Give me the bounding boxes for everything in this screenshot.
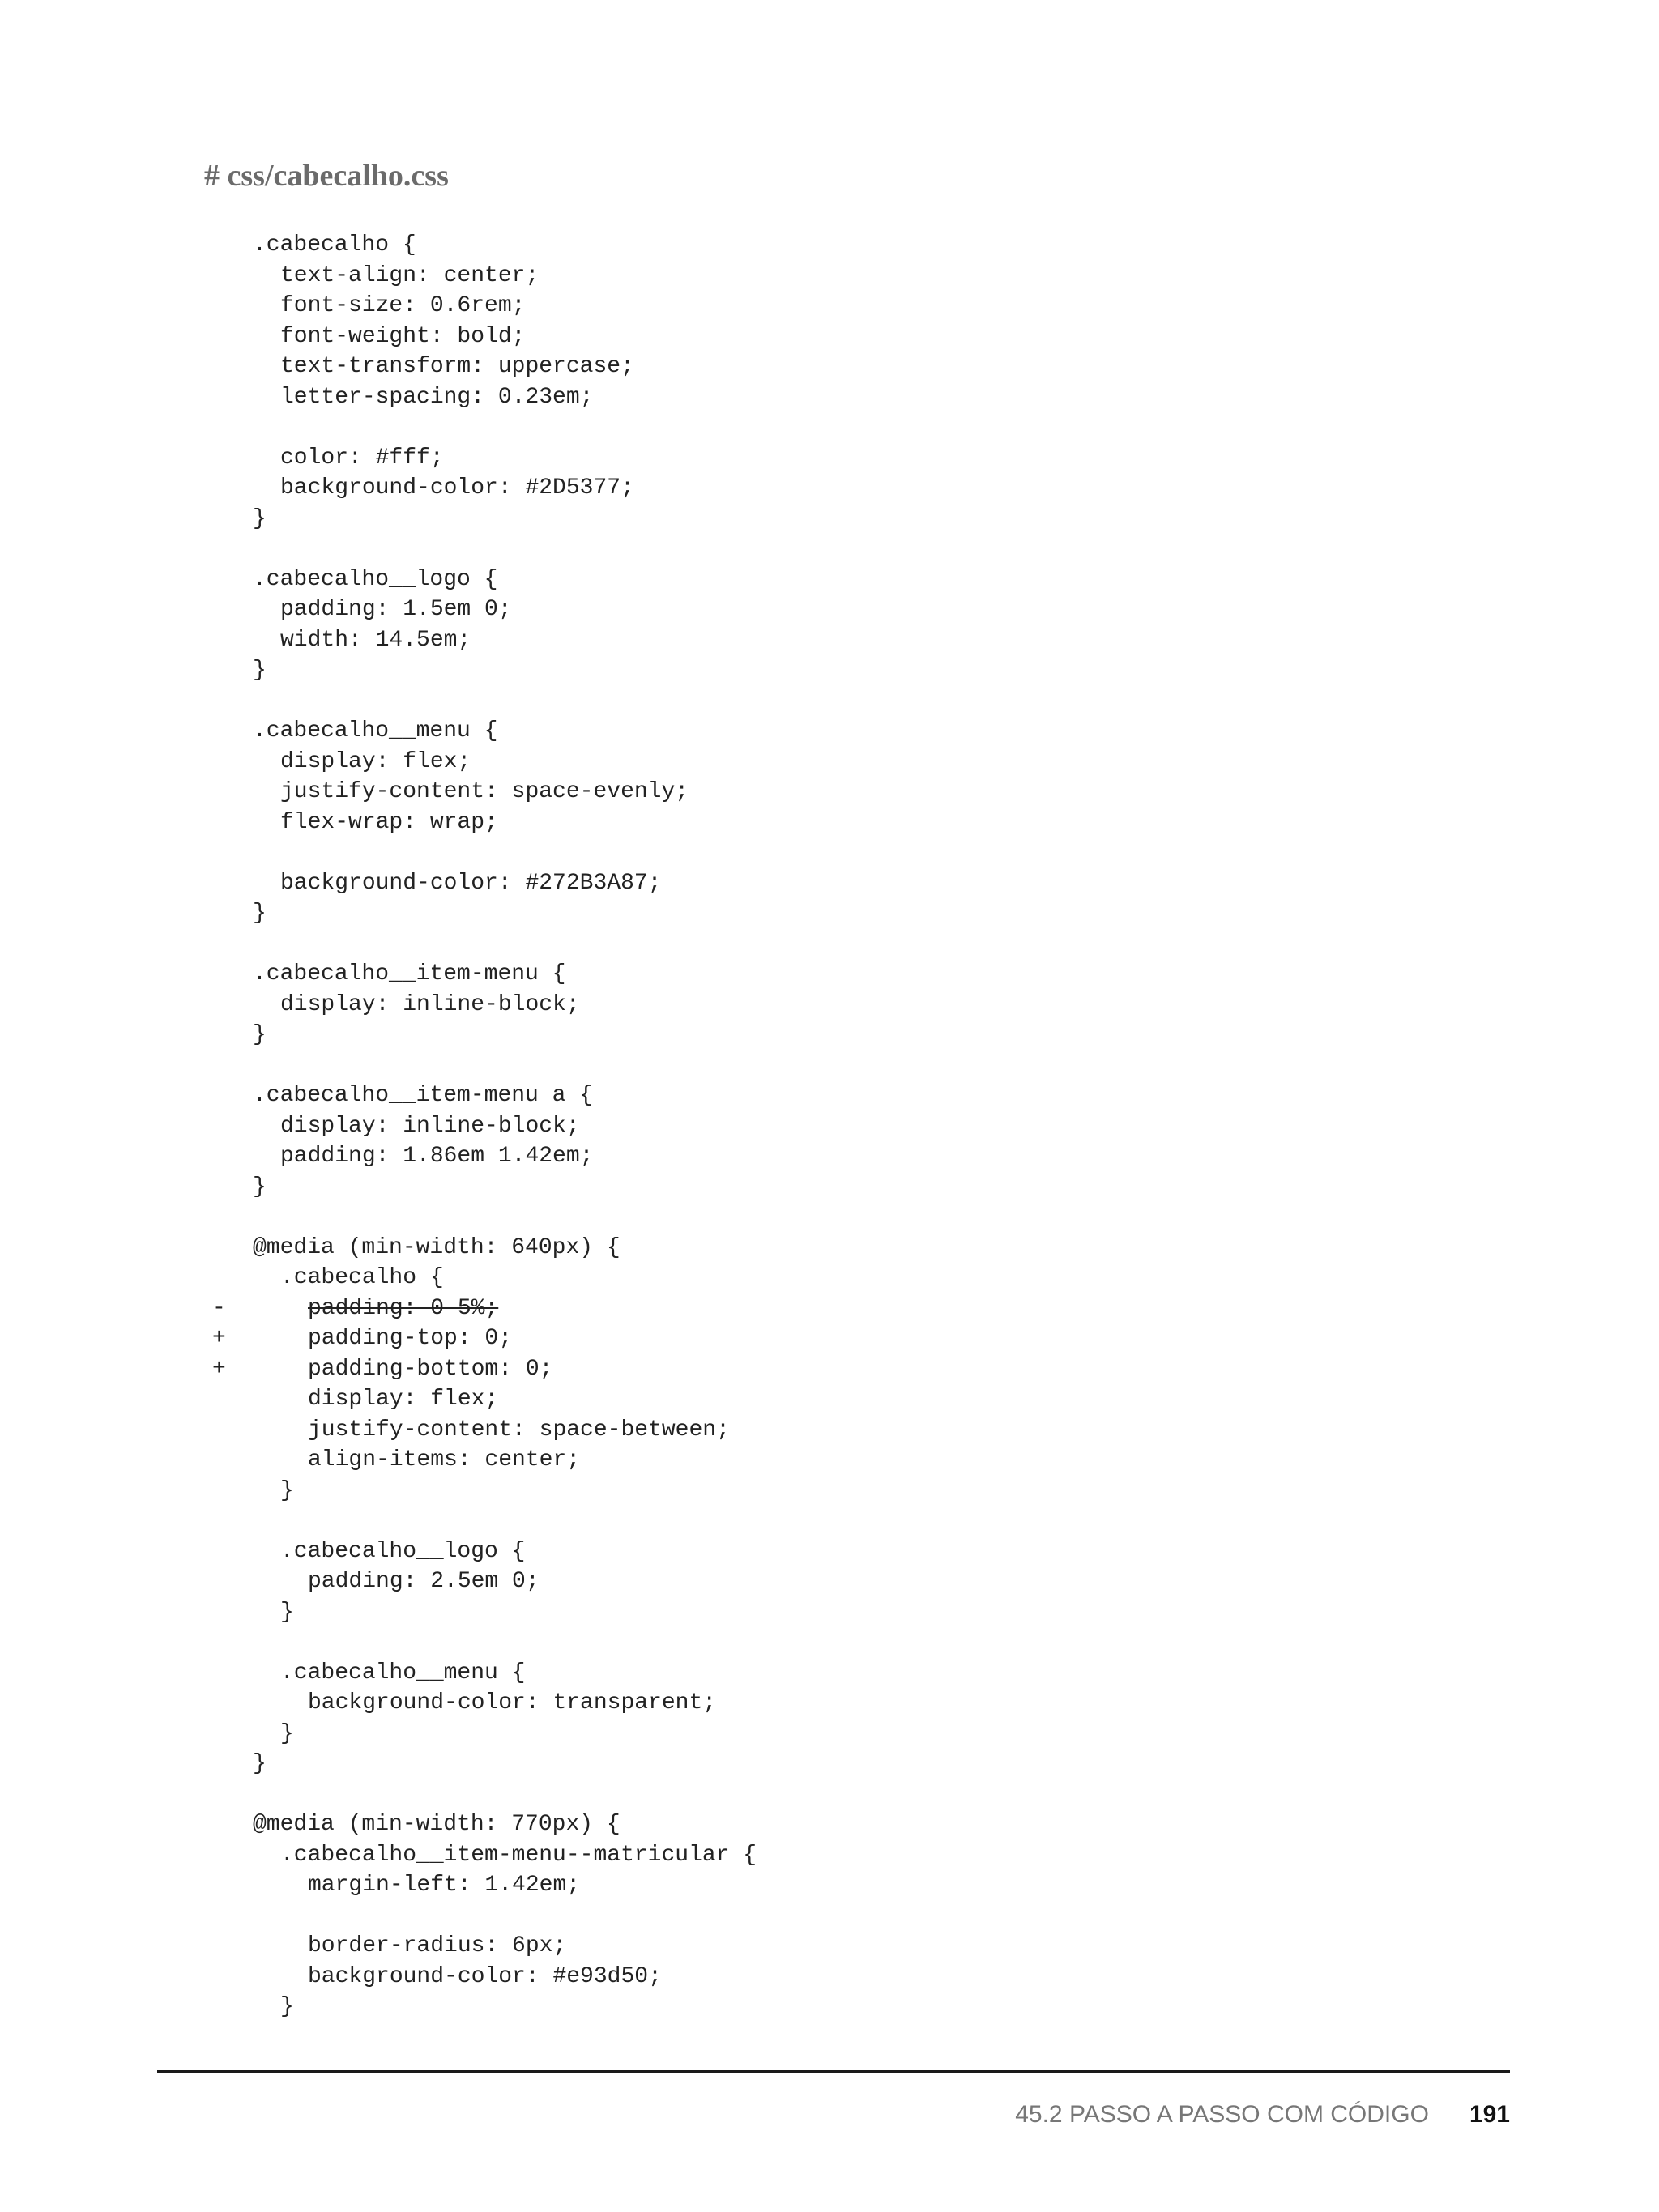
diff-added-marker: +	[212, 1356, 226, 1382]
code-line	[212, 868, 757, 899]
code-line	[212, 808, 757, 838]
code-text: .cabecalho {	[253, 232, 416, 258]
code-text: }	[253, 1022, 267, 1047]
code-line	[212, 625, 757, 656]
code-line	[212, 412, 757, 443]
footer-divider	[157, 2070, 1510, 2073]
code-line	[212, 565, 757, 595]
code-text: background-color: #272B3A87;	[280, 870, 662, 896]
code-text: font-weight: bold;	[280, 323, 526, 349]
code-line	[212, 1597, 757, 1628]
code-line	[212, 1536, 757, 1567]
code-text: display: flex;	[280, 748, 471, 774]
code-text: }	[253, 1751, 267, 1776]
code-text: }	[280, 1477, 294, 1503]
code-line	[212, 1202, 757, 1233]
code-text: margin-left: 1.42em;	[308, 1873, 581, 1898]
code-text: .cabecalho__menu {	[280, 1660, 526, 1686]
code-line	[212, 504, 757, 535]
code-text: @media (min-width: 640px) {	[253, 1234, 621, 1260]
code-text: display: flex;	[308, 1387, 499, 1412]
code-text: padding: 2.5em 0;	[308, 1569, 539, 1594]
code-line	[212, 382, 757, 413]
code-text: flex-wrap: wrap;	[280, 809, 498, 835]
code-text: justify-content: space-evenly;	[280, 779, 689, 804]
code-line	[212, 1749, 757, 1779]
file-heading: # css/cabecalho.css	[204, 159, 449, 193]
code-text: background-color: #2D5377;	[280, 475, 634, 501]
page-number: 191	[1469, 2101, 1510, 2128]
code-line	[212, 473, 757, 504]
code-line	[212, 1870, 757, 1901]
code-line	[212, 747, 757, 778]
code-text: color: #fff;	[280, 445, 444, 471]
code-line	[212, 1020, 757, 1051]
code-line	[212, 1992, 757, 2022]
code-line	[212, 1931, 757, 1962]
code-line	[212, 1719, 757, 1750]
code-text: display: inline-block;	[280, 1113, 580, 1139]
code-text: justify-content: space-between;	[308, 1417, 730, 1443]
diff-removed-marker: -	[212, 1295, 226, 1321]
code-line	[212, 230, 757, 261]
code-text: width: 14.5em;	[280, 627, 471, 653]
code-text: }	[253, 1174, 267, 1200]
code-text: padding-top: 0;	[308, 1326, 513, 1351]
code-line	[212, 1051, 757, 1081]
code-line	[212, 1323, 757, 1354]
code-line	[212, 959, 757, 990]
code-text: text-align: center;	[280, 262, 539, 288]
code-text: @media (min-width: 770px) {	[253, 1812, 621, 1837]
code-text: padding-bottom: 0;	[308, 1356, 553, 1382]
code-line	[212, 686, 757, 717]
code-line	[212, 1840, 757, 1871]
code-text: .cabecalho__item-menu {	[253, 961, 566, 987]
code-line	[212, 443, 757, 474]
code-text: align-items: center;	[308, 1447, 581, 1473]
footer-section-title: 45.2 PASSO A PASSO COM CÓDIGO	[1015, 2101, 1429, 2128]
code-line	[212, 1263, 757, 1294]
code-line	[212, 716, 757, 747]
code-line	[212, 1962, 757, 1993]
code-line	[212, 1415, 757, 1446]
code-line	[212, 1506, 757, 1536]
code-text: }	[280, 1599, 294, 1625]
page-footer	[1015, 2101, 1510, 2129]
code-line	[212, 655, 757, 686]
code-line	[212, 990, 757, 1021]
diff-added-marker: +	[212, 1326, 226, 1351]
code-line	[212, 595, 757, 625]
code-text: .cabecalho__item-menu a {	[253, 1083, 594, 1108]
code-line	[212, 1627, 757, 1658]
code-text: }	[253, 901, 267, 926]
code-line	[212, 1476, 757, 1507]
code-text: text-transform: uppercase;	[280, 354, 634, 379]
code-line	[212, 352, 757, 382]
code-line	[212, 1080, 757, 1111]
code-line	[212, 1688, 757, 1719]
code-text: .cabecalho {	[280, 1265, 444, 1290]
code-line	[212, 1658, 757, 1689]
removed-code-text: padding: 0 5%;	[308, 1295, 499, 1321]
code-text: letter-spacing: 0.23em;	[280, 384, 594, 410]
code-text: .cabecalho__item-menu--matricular {	[280, 1842, 757, 1868]
code-text: font-size: 0.6rem;	[280, 293, 526, 318]
code-text: .cabecalho__menu {	[253, 718, 498, 744]
code-line	[212, 1901, 757, 1932]
code-text: }	[280, 1994, 294, 2019]
code-line	[212, 1111, 757, 1142]
code-line	[212, 1384, 757, 1415]
code-text: border-radius: 6px;	[308, 1933, 567, 1958]
code-text: padding: 1.86em 1.42em;	[280, 1144, 594, 1169]
code-text: .cabecalho__logo {	[280, 1538, 526, 1564]
code-line	[212, 1566, 757, 1597]
code-line	[212, 322, 757, 352]
code-text: background-color: #e93d50;	[308, 1963, 662, 1989]
code-line	[212, 1445, 757, 1476]
code-line	[212, 1141, 757, 1172]
code-line	[212, 777, 757, 808]
code-line	[212, 837, 757, 868]
code-text: background-color: transparent;	[308, 1690, 717, 1715]
code-line	[212, 1809, 757, 1840]
code-text: }	[253, 658, 267, 683]
code-text: display: inline-block;	[280, 991, 580, 1017]
code-line	[212, 898, 757, 929]
code-line	[212, 1233, 757, 1264]
code-line	[212, 534, 757, 565]
code-line	[212, 1172, 757, 1203]
code-text: }	[280, 1720, 294, 1746]
code-line	[212, 1779, 757, 1810]
code-line	[212, 261, 757, 292]
code-text: }	[253, 505, 267, 531]
code-line	[212, 929, 757, 960]
code-line	[212, 291, 757, 322]
code-text: padding: 1.5em 0;	[280, 597, 512, 622]
code-text: .cabecalho__logo {	[253, 566, 498, 592]
code-line	[212, 1354, 757, 1385]
code-line	[212, 1294, 757, 1324]
code-block	[212, 230, 757, 2022]
